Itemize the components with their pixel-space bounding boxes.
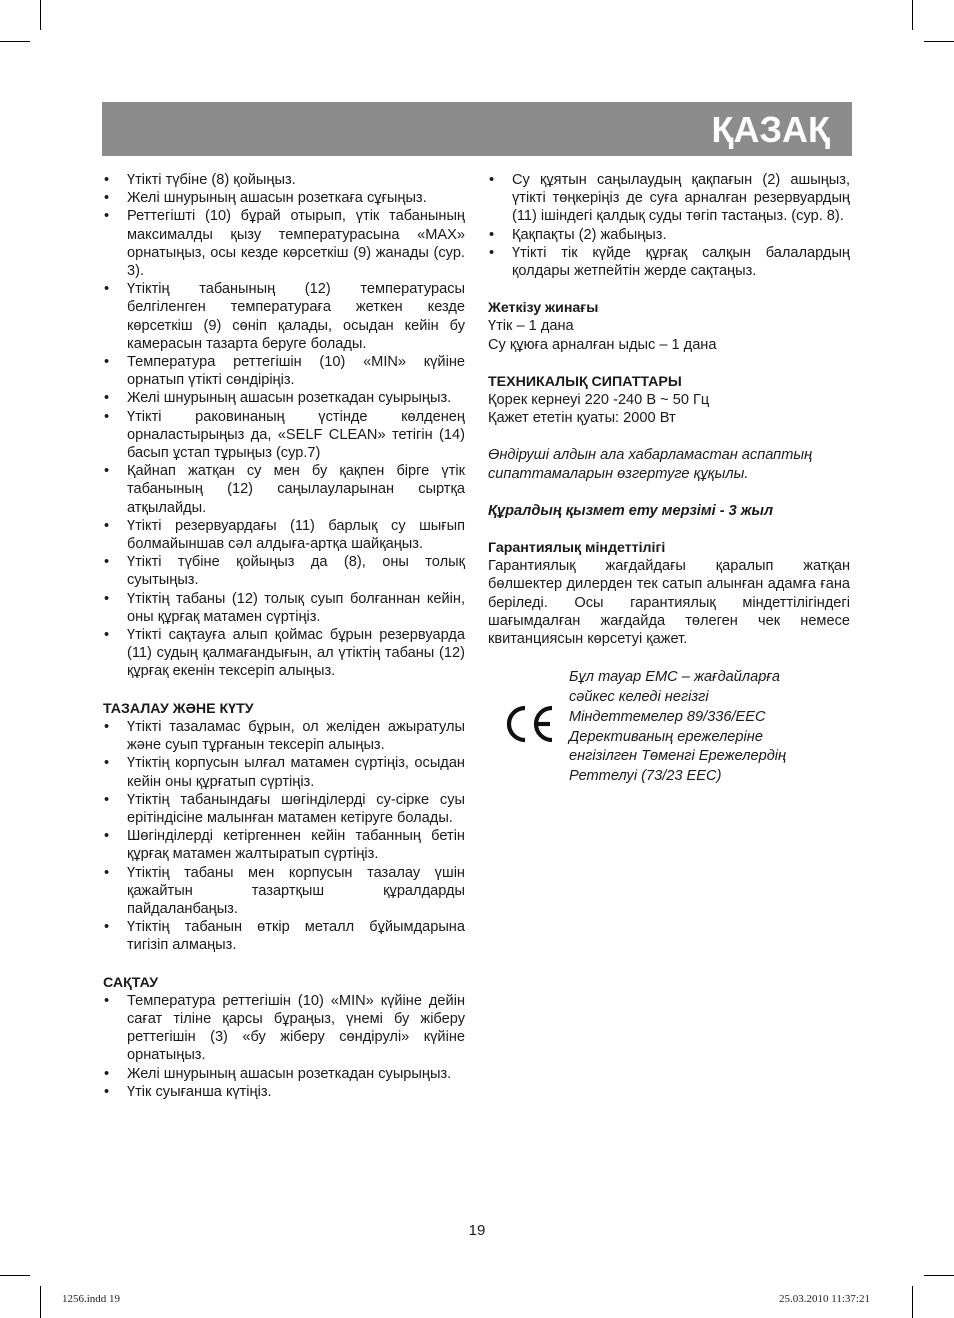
storage-step: • Үтікті тік күйде құрғақ салқын балалардың қолдары жетпейтін жерде сақтаңыз. [488,244,850,280]
care-step: • Үтіктің табаны мен корпусын тазалау үшін қажайтын тазартқыш құралдарды пайдаланбаңыз. [103,864,465,919]
warranty-text: Гарантиялық жағдайдағы қаралып жатқан бөлшектер дилерден тек сатып алынған адамға ғана беріледі. Осы гарантиялық міндеттілігіндегі шағымдалған жағдайда төлеген чек немесе квитанциясын көрсетуі қажет. [488,558,850,648]
storage-steps-list [103,992,465,1101]
care-step: • Үтіктің корпусын ылғал матамен сүртіңіз, осыдан кейін оны құрғатып сүртіңіз. [103,754,465,790]
usage-step: • Үтікті раковинаның үстінде көлденең орналастырыңыз да, «SELF CLEAN» тетігін (14) басып ұстап тұрыңыз (сур.7) [103,408,465,463]
service-life: Құралдың қызмет ету мерзімі - 3 жыл [488,502,774,519]
storage-step: • Су құятын саңылаудың қақпағын (2) ашыңыз, үтікті төңкеріңіз де суға арналған резервуардың (11) ішіндегі қалдық суды төгіп тастаңыз. (сур. 8). [488,171,850,226]
care-step: • Үтіктің табанындағы шөгінділерді су-сірке суы ерітіндісіне малынған матамен кетіруге болады. [103,791,465,827]
usage-steps-list [103,171,465,681]
kit-line: Үтік – 1 дана [488,318,574,335]
ce-text-line: енгізілген Төменгі Ережелердің [569,748,787,765]
ce-text-line: Бұл тауар EMC – жағдайларға [569,669,781,686]
ce-compliance-block [488,668,850,793]
language-title: ҚАЗАҚ [711,109,830,150]
left-column [103,171,465,1101]
ce-compliance-text [569,668,849,787]
crop-mark [912,0,913,30]
file-slug: 1256.indd 19 [62,1293,121,1305]
usage-step: • Қайнап жатқан су мен бу қақпен бірге үтік табанының (12) саңылауларынан сыртқа атқылайды. [103,462,465,517]
crop-mark [0,41,30,42]
usage-step: • Температура реттегішін (10) «MIN» күйіне орнатып үтікті сөндіріңіз. [103,353,465,389]
care-step: • Шөгінділерді кетіргеннен кейін табанның бетін құрғақ матамен жалтыратып сүртіңіз. [103,827,465,863]
crop-mark [0,1275,30,1276]
usage-step: • Үтікті түбіне қойыңыз да (8), оны толық суытыңыз. [103,553,465,589]
crop-mark [40,0,41,30]
ce-text-line: Дерективаның ережелеріне [569,728,763,745]
ce-text-line: сәйкес келеді негізгі [569,689,709,706]
care-step: • Үтікті тазаламас бұрын, ол желіден ажыратулы және суып тұрғанын тексеріп алыңыз. [103,718,465,754]
care-section-title: ТАЗАЛАУ ЖӘНЕ КҮТУ [103,700,254,717]
ce-mark-icon [504,704,556,744]
crop-mark [912,1286,913,1318]
ce-text-line: Міндеттемелер 89/336/EEC [569,708,766,725]
right-column [488,171,850,793]
kit-section-title: Жеткізу жинағы [488,300,599,317]
care-step: • Үтіктің табанын өткір металл бұйымдарына тигізіп алмаңыз. [103,918,465,954]
storage-continued-list [488,171,850,280]
tech-line: Қажет ететін қуаты: 2000 Вт [488,410,676,427]
usage-step: • Реттегішті (10) бұрай отырып, үтік табанының максималды қызу температурасына «MAX» орнатыңыз, осы кезде көрсеткіш (9) жанады (сур. 3). [103,207,465,280]
warranty-section-title: Гарантиялық міндеттілігі [488,540,666,557]
usage-step: • Үтіктің табанының (12) температурасы белгіленген температураға жеткен кезде көрсеткіш (9) сөніп қалады, осыдан кейін бу камерасын тазарта беруге болады. [103,280,465,353]
crop-mark [924,41,954,42]
usage-step: • Үтіктің табаны (12) толық суып болғаннан кейін, оны құрғақ матамен сүртіңіз. [103,590,465,626]
usage-step: • Үтікті түбіне (8) қойыңыз. [103,171,465,189]
tech-line: Қорек кернеуі 220 -240 В ~ 50 Гц [488,392,710,409]
crop-mark [40,1286,41,1318]
manufacturer-note: Өндіруші алдын ала хабарламастан аспаптың сипаттамаларын өзгертуге құқылы. [488,447,813,482]
storage-section-title: САҚТАУ [103,974,159,991]
care-steps-list [103,718,465,955]
crop-mark [924,1275,954,1276]
storage-step: • Температура реттегішін (10) «MIN» күйіне дейін сағат тіліне қарсы бұраңыз, үнемі бу жіберу реттегішін (3) «бу жіберу сөндірулі» күйіне орнатыңыз. [103,992,465,1065]
usage-step: • Үтікті сақтауға алып қоймас бұрын резервуарда (11) судың қалмағандығын, ал үтіктің табаны (12) құрғақ екенін тексеріп алыңыз. [103,626,465,681]
kit-line: Су құюға арналған ыдыс – 1 дана [488,336,717,353]
usage-step: • Желі шнурының ашасын розеткадан суырыңыз. [103,389,465,407]
usage-step: • Желі шнурының ашасын розеткаға сұғыңыз. [103,189,465,207]
page-number: 19 [468,1222,486,1239]
tech-section-title: ТЕХНИКАЛЫҚ СИПАТТАРЫ [488,373,682,390]
storage-step: • Желі шнурының ашасын розеткадан суырыңыз. [103,1065,465,1083]
language-header-bar [102,102,852,156]
date-slug: 25.03.2010 11:37:21 [779,1293,870,1305]
ce-text-line: Реттелуі (73/23 EEC) [569,768,722,785]
usage-step: • Үтікті резервуардағы (11) барлық су шығып болмайыншав сәл алдыға-артқа шайқаңыз. [103,517,465,553]
storage-step: • Үтік суығанша күтіңіз. [103,1083,465,1101]
storage-step: • Қақпақты (2) жабыңыз. [488,226,850,244]
